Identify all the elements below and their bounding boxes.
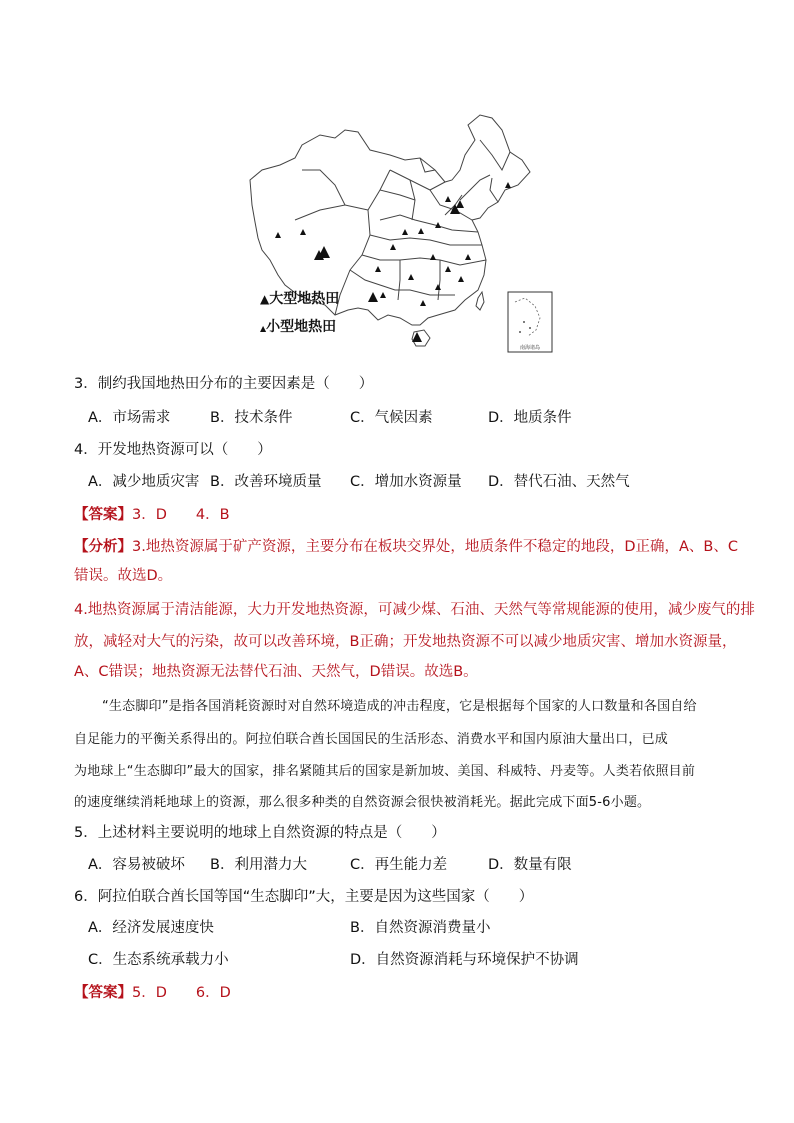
q3-option-b: B．技术条件 — [210, 410, 293, 426]
answer-text: 5．D 6．D — [132, 985, 231, 1001]
small-triangle-icon: ▲ — [260, 324, 267, 333]
q4-option-a: A．减少地质灾害 — [88, 474, 200, 490]
q3-option-d: D．地质条件 — [488, 410, 572, 426]
small-triangle-icon — [402, 229, 408, 235]
q3-option-c: C．气候因素 — [350, 410, 433, 426]
q5-option-d: D．数量有限 — [488, 857, 572, 873]
small-triangle-icon — [430, 254, 436, 260]
small-triangle-icon — [465, 254, 471, 260]
legend-large: ▲大型地热田 — [260, 291, 340, 307]
analysis-line-2: 错误。故选D。 — [74, 568, 173, 584]
q6-option-b: B．自然资源消费量小 — [350, 920, 491, 936]
analysis-line-1: 【分析】3.地热资源属于矿产资源，主要分布在板块交界处，地质条件不稳定的地段，D正确，A、B、C — [74, 539, 738, 555]
small-triangle-icon — [505, 182, 511, 188]
inset-label: 南海诸岛 — [519, 345, 541, 351]
small-triangle-icon — [435, 284, 441, 290]
question-5-stem: 5．上述材料主要说明的地球上自然资源的特点是（ ） — [74, 825, 446, 841]
small-triangle-icon — [390, 244, 396, 250]
analysis-line-3: 4.地热资源属于清洁能源，大力开发地热资源，可减少煤、石油、天然气等常规能源的使用，减少废气的排 — [74, 602, 755, 618]
analysis-line-4: 放，减轻对大气的污染，故可以改善环境，B正确；开发地热资源不可以减少地质灾害、增加水资源量， — [74, 634, 737, 650]
question-4-stem: 4．开发地热资源可以（ ） — [74, 442, 272, 458]
q4-option-c: C．增加水资源量 — [350, 474, 462, 490]
q4-option-d: D．替代石油、天然气 — [488, 474, 630, 490]
q5-option-a: A．容易被破坏 — [88, 857, 185, 873]
small-triangle-icon — [408, 274, 414, 280]
small-triangle-icon — [375, 266, 381, 272]
passage-line-3: 为地球上“生态脚印”最大的国家，排名紧随其后的国家是新加坡、美国、科威特、丹麦等。人类若依照目前 — [74, 764, 696, 779]
question-6-stem: 6．阿拉伯联合酋长国等国“生态脚印”大，主要是因为这些国家（ ） — [74, 889, 534, 905]
analysis-line-5: A、C错误；地热资源无法替代石油、天然气，D错误。故选B。 — [74, 664, 478, 680]
q6-option-a: A．经济发展速度快 — [88, 920, 214, 936]
answer-text: 3．D 4．B — [132, 507, 230, 523]
q3-option-a: A．市场需求 — [88, 410, 171, 426]
question-3-stem: 3．制约我国地热田分布的主要因素是（ ） — [74, 376, 374, 392]
small-triangle-icon — [445, 196, 451, 202]
answer-5-6 — [74, 983, 231, 1003]
small-triangle-icon — [275, 232, 281, 238]
q4-option-b: B．改善环境质量 — [210, 474, 322, 490]
small-triangle-icon — [418, 228, 424, 234]
china-geothermal-map — [240, 110, 560, 360]
small-triangle-icon — [420, 300, 426, 306]
small-triangle-icon — [380, 292, 386, 298]
small-triangle-icon — [458, 276, 464, 282]
small-triangle-icon — [300, 229, 306, 235]
passage-line-1: “生态脚印”是指各国消耗资源时对自然环境造成的冲击程度，它是根据每个国家的人口数量和各国自给 — [102, 699, 697, 714]
answer-tag: 【答案】 — [74, 985, 132, 1001]
answer-tag: 【答案】 — [74, 507, 132, 523]
south-china-sea-inset — [508, 292, 552, 352]
large-triangle-icon: ▲ — [260, 292, 270, 306]
analysis-tag: 【分析】 — [74, 539, 132, 555]
small-triangle-icon — [445, 266, 451, 272]
answer-3-4 — [74, 505, 230, 525]
large-geothermal-markers — [314, 200, 464, 342]
passage-line-4: 的速度继续消耗地球上的资源，那么很多种类的自然资源会很快被消耗光。据此完成下面5-6小题。 — [74, 795, 651, 810]
legend-small: ▲小型地热田 — [260, 319, 337, 335]
large-triangle-icon — [368, 292, 378, 302]
q6-option-c: C．生态系统承载力小 — [88, 952, 229, 968]
q5-option-c: C．再生能力差 — [350, 857, 448, 873]
taiwan-island — [476, 292, 484, 310]
q5-option-b: B．利用潜力大 — [210, 857, 307, 873]
passage-line-2: 自足能力的平衡关系得出的。阿拉伯联合酋长国国民的生活形态、消费水平和国内原油大量出口，已成 — [74, 732, 669, 747]
q6-option-d: D．自然资源消耗与环境保护不协调 — [350, 952, 579, 968]
